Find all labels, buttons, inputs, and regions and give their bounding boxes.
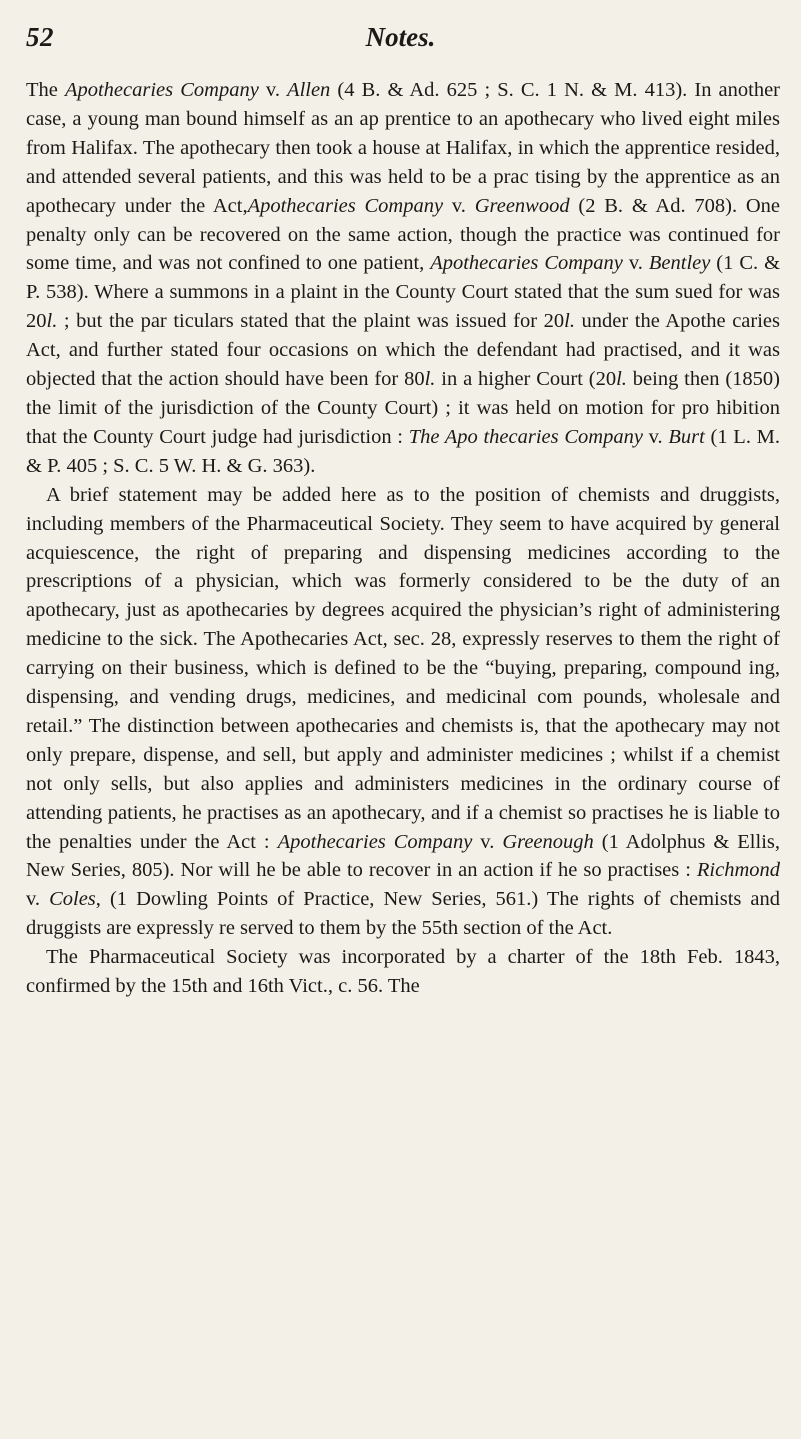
italic-citation: Apothecaries Company xyxy=(64,79,259,101)
italic-citation: Greenwood xyxy=(474,194,570,217)
text-run: being then (1850) the limit of the jurisdiction of the County Court) ; it was held on motion for pro hibition that the County Court judge had jurisdiction : xyxy=(26,368,780,448)
italic-citation: Apothecaries Company xyxy=(277,830,473,853)
text-run: (4 B. & Ad. 625 ; S. C. 1 N. & M. 413). In another case, a young man bound himself as an ap prentice to an apothecary who lived eight miles from Halifax. The apothecary then took a house at Halifax, in which the apprentice resided, and attended several patients, and this was held to be a prac tising by the apprentice as an apothecary under the Act, xyxy=(26,79,781,217)
paragraph-chemists-druggists xyxy=(26,481,780,944)
italic-citation: Coles xyxy=(49,888,96,911)
text-run: (2 B. & Ad. 708). One penalty only can be recovered on the same action, though the practice was continued for some time, and was not confined to one patient, xyxy=(26,194,780,275)
page-number: 52 xyxy=(26,22,54,52)
text-run: v. xyxy=(443,194,475,217)
body-text xyxy=(26,76,780,1001)
italic-citation: Burt xyxy=(668,425,705,448)
text-run: v. xyxy=(472,830,503,853)
italic-citation: Richmond xyxy=(696,859,780,882)
paragraph-apothecaries-cases xyxy=(26,76,780,481)
text-run: The Pharmaceutical Society was incorporated by a charter of the 18th Feb. 1843, confirmed by the 15th and 16th Vict., c. 56. The xyxy=(26,946,780,998)
text-run: v. xyxy=(642,425,669,448)
italic-citation: Apothecaries Company xyxy=(430,252,623,275)
text-run: (1 Adolphus & Ellis, New Series, 805). Nor will he be able to recover in an action if he so practises : xyxy=(26,830,780,882)
text-run: v. xyxy=(258,79,288,101)
page-header xyxy=(0,20,801,60)
text-run: ; but the par ticulars stated that the plaint was issued for 20 xyxy=(57,310,565,333)
text-run: v. xyxy=(622,252,649,275)
text-run: (1 C. & P. 538). Where a summons in a plaint in the County Court stated that the sum sued for was 20 xyxy=(26,252,781,333)
text-run: in a higher Court (20 xyxy=(435,368,617,391)
text-run: under the Apothe caries Act, and further stated four occasions on which the defendant had practised, and it was objected that the action should have been for 80 xyxy=(26,310,780,391)
italic-citation: Apothecaries Company xyxy=(247,194,444,217)
italic-citation: l. xyxy=(616,368,627,391)
text-run: , (1 Dowling Points of Practice, New Series, 561.) The rights of chemists and druggists are expressly re served to them by the 55th section of the Act. xyxy=(26,888,781,940)
italic-citation: l. xyxy=(46,310,58,333)
italic-citation: The Apo thecaries Company xyxy=(408,425,643,448)
text-run: The xyxy=(26,79,65,101)
italic-citation: Bentley xyxy=(648,252,711,275)
paragraph-pharmaceutical-society xyxy=(26,943,780,1001)
running-title: Notes. xyxy=(365,22,436,52)
text-run: (1 L. M. & P. 405 ; S. C. 5 W. H. & G. 363). xyxy=(26,425,781,477)
text-run: v. xyxy=(26,888,50,911)
italic-citation: Greenough xyxy=(502,830,594,853)
italic-citation: l. xyxy=(564,310,575,333)
text-run: A brief statement may be added here as to the position of chemists and druggists, including members of the Pharmaceutical Society. They seem to have acquired by general acquiescence, the right of preparing and dispensing medicines according to the prescriptions of a physician, which was formerly considered to be the duty of an apothecary, just as apothecaries by degrees acquired the physician’s right of administering medicine to the sick. The Apothecaries Act, sec. 28, expressly reserves to them the right of carrying on their business, which is defined to be the “buying, preparing, compound ing, dispensing, and vending drugs, medicines, and medicinal com pounds, wholesale and retail.” The distinction between apothecaries and chemists is, that the apothecary may not only prepare, dispense, and sell, but apply and administer medicines ; whilst if a chemist not only sells, but also applies and administers medicines in the ordinary course of attending patients, he practises as an apothecary, and if a chemist so practises he is liable to the penalties under the Act : xyxy=(26,483,780,853)
italic-citation: l. xyxy=(424,368,436,391)
italic-citation: Allen xyxy=(287,79,331,101)
